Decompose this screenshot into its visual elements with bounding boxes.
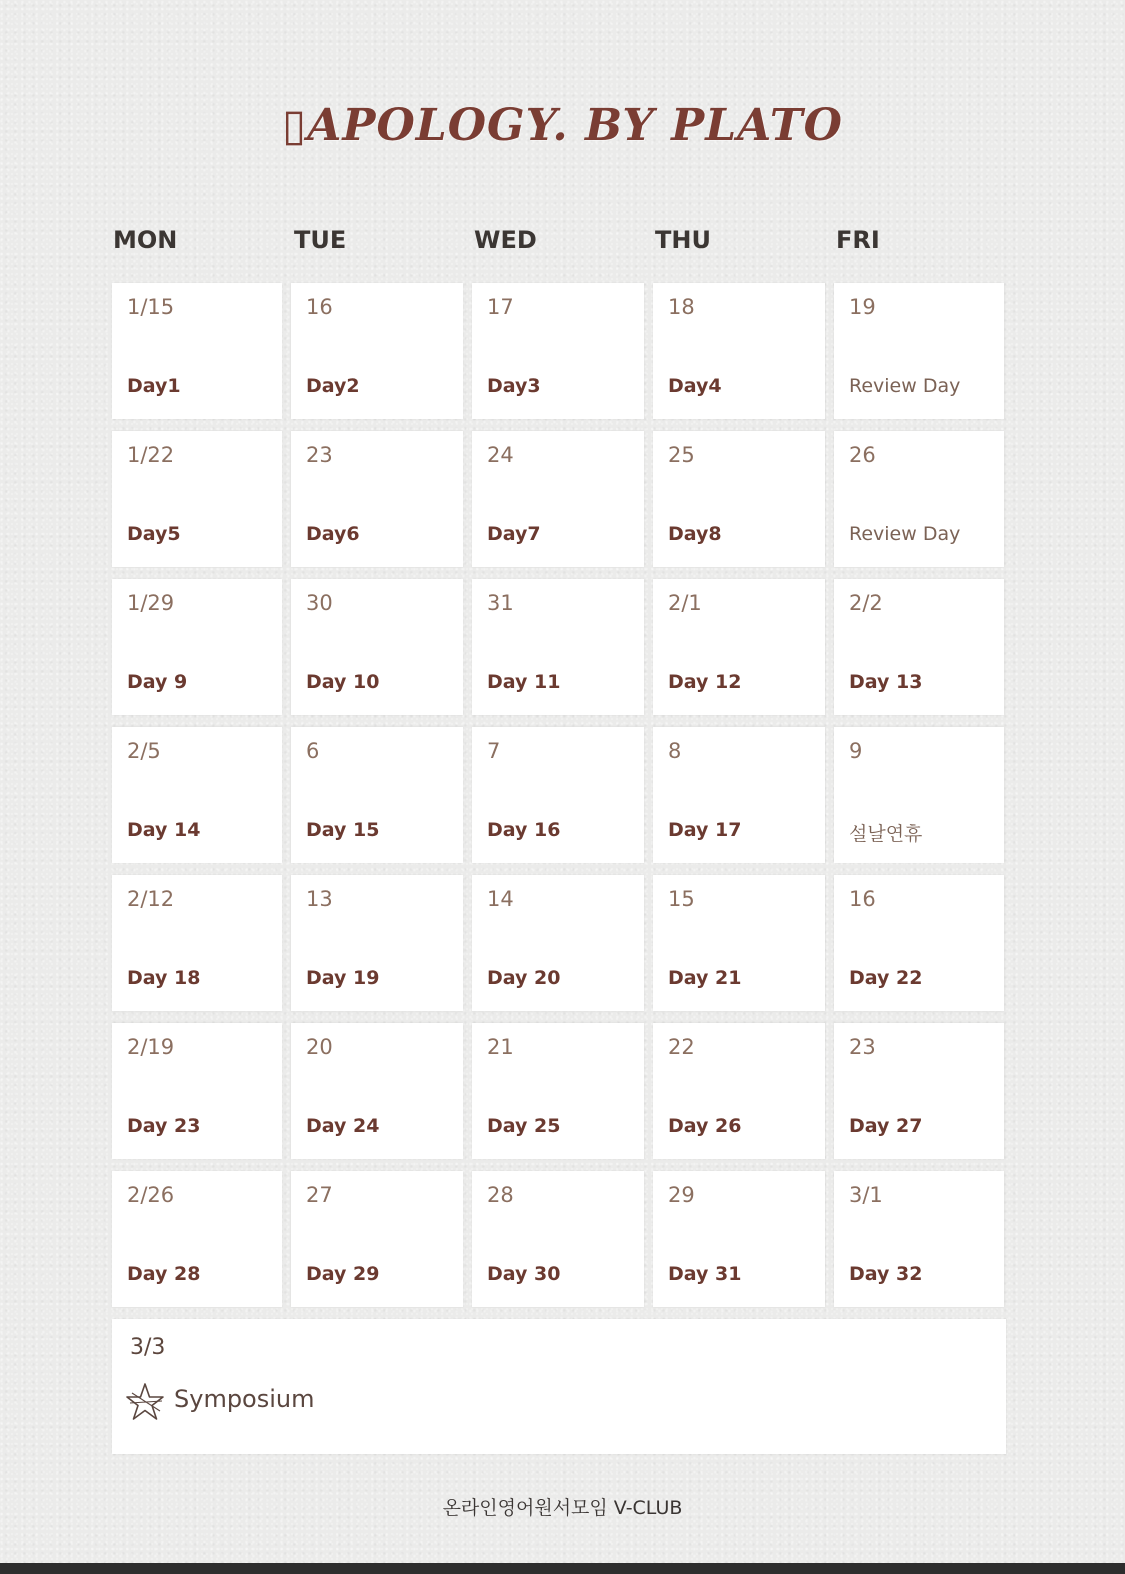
cell-label: Day1: [127, 375, 181, 397]
cell-date: 7: [487, 739, 501, 763]
calendar-cell: [472, 875, 644, 1011]
cell-date: 9: [849, 739, 863, 763]
cell-label: Day2: [306, 375, 360, 397]
symposium-label: Symposium: [174, 1385, 315, 1413]
cell-label: Day 28: [127, 1263, 201, 1285]
cell-label: Day 12: [668, 671, 742, 693]
calendar-cell: [472, 727, 644, 863]
cell-date: 16: [306, 295, 333, 319]
cell-label: Day 26: [668, 1115, 742, 1137]
cell-label: Day7: [487, 523, 541, 545]
calendar-cell: [291, 579, 463, 715]
cell-date: 16: [849, 887, 876, 911]
cell-label: Day 18: [127, 967, 201, 989]
calendar-cell: [834, 875, 1004, 1011]
cell-label: 설날연휴: [849, 823, 923, 845]
calendar-grid: [112, 283, 1006, 1307]
cell-label: Day 31: [668, 1263, 742, 1285]
calendar-cell: [112, 1023, 282, 1159]
star-icon: [124, 1381, 166, 1423]
calendar-cell: [112, 283, 282, 419]
calendar-cell: [653, 1171, 825, 1307]
calendar-cell: [291, 875, 463, 1011]
bottom-bar: [0, 1563, 1125, 1574]
calendar-cell: [834, 1023, 1004, 1159]
cell-date: 13: [306, 887, 333, 911]
cell-label: Review Day: [849, 523, 961, 545]
cell-label: Day 29: [306, 1263, 380, 1285]
calendar-cell: [653, 579, 825, 715]
cell-label: Day 17: [668, 819, 742, 841]
calendar-cell: [112, 431, 282, 567]
calendar-cell: [834, 1171, 1004, 1307]
symposium-date: 3/3: [130, 1335, 166, 1360]
cell-label: Day 15: [306, 819, 380, 841]
cell-label: Day 16: [487, 819, 561, 841]
cell-label: Day 13: [849, 671, 923, 693]
cell-label: Day5: [127, 523, 181, 545]
cell-label: Day 11: [487, 671, 561, 693]
cell-date: 31: [487, 591, 514, 615]
weekday-fri: FRI: [836, 226, 880, 254]
calendar-cell: [653, 431, 825, 567]
cell-date: 3/1: [849, 1183, 883, 1207]
calendar-cell: [112, 727, 282, 863]
cell-label: Day 19: [306, 967, 380, 989]
calendar-cell: [834, 579, 1004, 715]
cell-date: 21: [487, 1035, 514, 1059]
calendar-cell: [653, 727, 825, 863]
cell-label: Day8: [668, 523, 722, 545]
cell-date: 25: [668, 443, 695, 467]
cell-date: 15: [668, 887, 695, 911]
cell-date: 29: [668, 1183, 695, 1207]
calendar-cell: [653, 283, 825, 419]
cell-date: 28: [487, 1183, 514, 1207]
calendar-cell: [291, 283, 463, 419]
weekday-thu: THU: [655, 226, 711, 254]
cell-label: Day 27: [849, 1115, 923, 1137]
calendar-cell: [472, 1023, 644, 1159]
calendar-cell: [112, 875, 282, 1011]
cell-date: 14: [487, 887, 514, 911]
cell-date: 2/26: [127, 1183, 175, 1207]
calendar-cell: [112, 579, 282, 715]
calendar-cell: [291, 727, 463, 863]
calendar-cell: [834, 727, 1004, 863]
calendar-cell: [472, 1171, 644, 1307]
cell-label: Day 25: [487, 1115, 561, 1137]
cell-date: 2/1: [668, 591, 702, 615]
cell-date: 24: [487, 443, 514, 467]
cell-label: Day 14: [127, 819, 201, 841]
calendar-cell: [291, 1023, 463, 1159]
cell-label: Day3: [487, 375, 541, 397]
cell-date: 8: [668, 739, 682, 763]
cell-date: 2/2: [849, 591, 883, 615]
cell-label: Day 10: [306, 671, 380, 693]
cell-label: Day 9: [127, 671, 188, 693]
cell-date: 2/5: [127, 739, 161, 763]
cell-label: Day 24: [306, 1115, 380, 1137]
symposium-cell: [112, 1319, 1006, 1454]
cell-date: 22: [668, 1035, 695, 1059]
cell-date: 1/22: [127, 443, 175, 467]
cell-date: 1/15: [127, 295, 175, 319]
cell-label: Day 30: [487, 1263, 561, 1285]
calendar-cell: [834, 283, 1004, 419]
cell-label: Day 22: [849, 967, 923, 989]
calendar-cell: [291, 431, 463, 567]
calendar-cell: [472, 283, 644, 419]
cell-date: 19: [849, 295, 876, 319]
calendar-cell: [472, 431, 644, 567]
cell-date: 1/29: [127, 591, 175, 615]
cell-date: 23: [306, 443, 333, 467]
cell-date: 30: [306, 591, 333, 615]
cell-label: Day 21: [668, 967, 742, 989]
cell-label: Day 32: [849, 1263, 923, 1285]
calendar-cell: [653, 875, 825, 1011]
weekday-mon: MON: [113, 226, 178, 254]
cell-date: 23: [849, 1035, 876, 1059]
footer-text: 온라인영어원서모임 V-CLUB: [442, 1497, 683, 1519]
cell-label: Day4: [668, 375, 722, 397]
calendar-cell: [653, 1023, 825, 1159]
calendar-cell: [291, 1171, 463, 1307]
weekday-wed: WED: [474, 226, 537, 254]
cell-date: 18: [668, 295, 695, 319]
cell-date: 20: [306, 1035, 333, 1059]
weekday-tue: TUE: [294, 226, 347, 254]
page-title: ▯APOLOGY. BY PLATO: [282, 100, 843, 151]
cell-label: Day 23: [127, 1115, 201, 1137]
cell-date: 2/19: [127, 1035, 175, 1059]
cell-date: 2/12: [127, 887, 175, 911]
cell-date: 6: [306, 739, 320, 763]
cell-date: 26: [849, 443, 876, 467]
cell-label: Day 20: [487, 967, 561, 989]
calendar-cell: [112, 1171, 282, 1307]
calendar-cell: [472, 579, 644, 715]
calendar-cell: [834, 431, 1004, 567]
cell-date: 17: [487, 295, 514, 319]
cell-date: 27: [306, 1183, 333, 1207]
cell-label: Review Day: [849, 375, 961, 397]
cell-label: Day6: [306, 523, 360, 545]
